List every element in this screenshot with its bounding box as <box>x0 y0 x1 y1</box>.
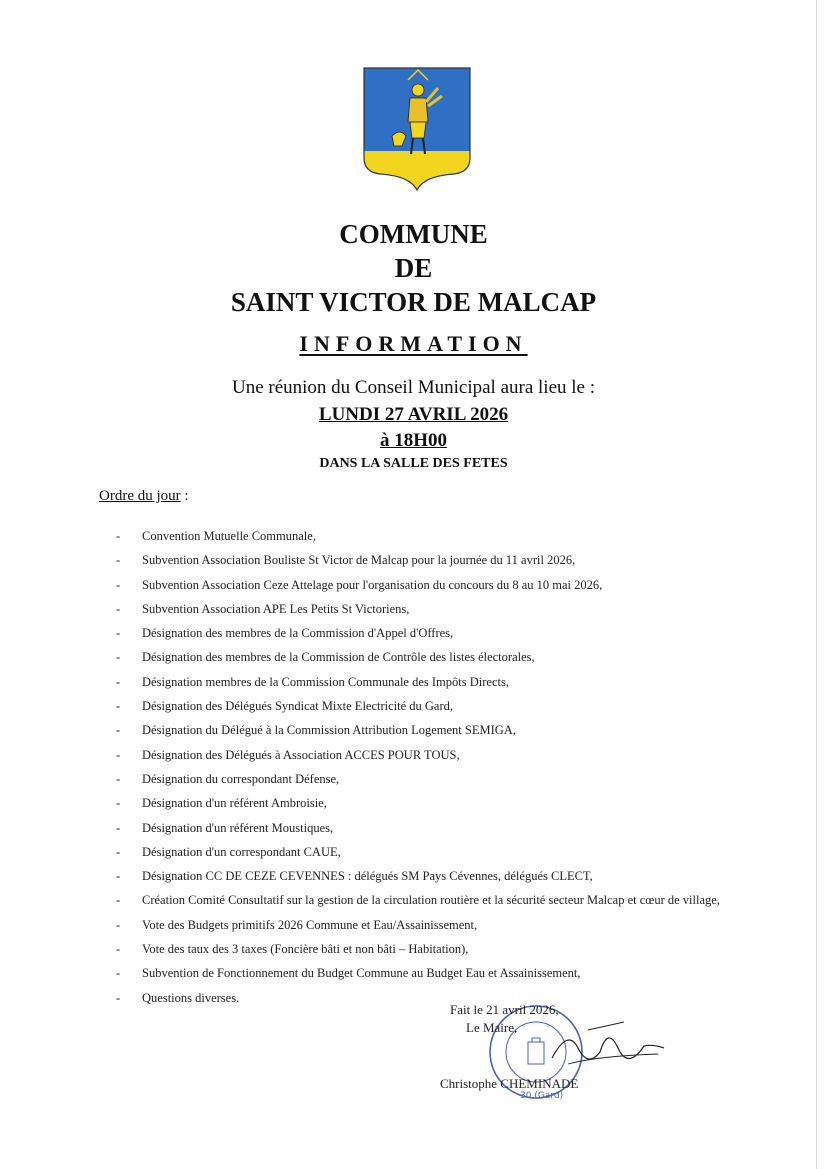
meeting-time: à 18H00 <box>379 430 448 451</box>
signature-date: Fait le 21 avril 2026, <box>450 1002 559 1017</box>
agenda-item: - Vote des taux des 3 taxes (Foncière bâti et non bâti – Habitation), <box>116 941 766 957</box>
agenda-item: - Désignation CC DE CEZE CEVENNES : délégués SM Pays Cévennes, délégués CLECT, <box>116 868 766 884</box>
meeting-intro: Une réunion du Conseil Municipal aura lieu le : <box>231 377 596 398</box>
signature-role: Le Maire, <box>466 1020 518 1035</box>
commune-title-line2: DE <box>394 253 433 283</box>
agenda-item: - Désignation des membres de la Commission de Contrôle des listes électorales, <box>116 649 766 665</box>
agenda-item: - Convention Mutuelle Communale, <box>116 528 766 544</box>
stamp-department-text: 30 (Gard) <box>520 1091 564 1101</box>
meeting-place: DANS LA SALLE DES FETES <box>319 456 508 471</box>
page-edge <box>816 0 817 1169</box>
agenda-item: - Subvention Association Bouliste St Victor de Malcap pour la journée du 11 avril 2026, <box>116 552 766 568</box>
meeting-date: LUNDI 27 AVRIL 2026 <box>318 404 509 425</box>
agenda-item: - Désignation des membres de la Commission d'Appel d'Offres, <box>116 625 766 641</box>
handwritten-signature <box>548 1018 668 1078</box>
commune-title-line3: SAINT VICTOR DE MALCAP <box>230 287 597 317</box>
agenda-heading: Ordre du jour : <box>99 488 189 504</box>
agenda-item: - Désignation des Délégués Syndicat Mixte Electricité du Gard, <box>116 698 766 714</box>
agenda-item: - Subvention de Fonctionnement du Budget Commune au Budget Eau et Assainissement, <box>116 965 766 981</box>
agenda-item: - Subvention Association APE Les Petits St Victoriens, <box>116 601 766 617</box>
agenda-item: - Désignation membres de la Commission Communale des Impôts Directs, <box>116 674 766 690</box>
commune-title-line1: COMMUNE <box>339 219 488 249</box>
agenda-item: - Désignation d'un référent Moustiques, <box>116 820 766 836</box>
agenda-item: - Désignation d'un correspondant CAUE, <box>116 844 766 860</box>
agenda-item: - Désignation d'un référent Ambroisie, <box>116 795 766 811</box>
agenda-item: - Création Comité Consultatif sur la gestion de la circulation routière et la sécurité secteur Malcap et cœur de village, <box>116 892 766 908</box>
coat-of-arms-icon <box>362 66 472 191</box>
agenda-item: - Désignation du correspondant Défense, <box>116 771 766 787</box>
agenda-item: - Vote des Budgets primitifs 2026 Commune et Eau/Assainissement, <box>116 917 766 933</box>
agenda-item: - Subvention Association Ceze Attelage pour l'organisation du concours du 8 au 10 mai 2026, <box>116 577 766 593</box>
agenda-item: - Questions diverses. <box>116 990 766 1006</box>
information-heading: INFORMATION <box>299 331 528 356</box>
agenda-item: - Désignation des Délégués à Association ACCES POUR TOUS, <box>116 747 766 763</box>
agenda-item: - Désignation du Délégué à la Commission Attribution Logement SEMIGA, <box>116 722 766 738</box>
signature-name: Christophe CHEMINADE <box>440 1076 579 1091</box>
agenda-list <box>116 528 766 1014</box>
